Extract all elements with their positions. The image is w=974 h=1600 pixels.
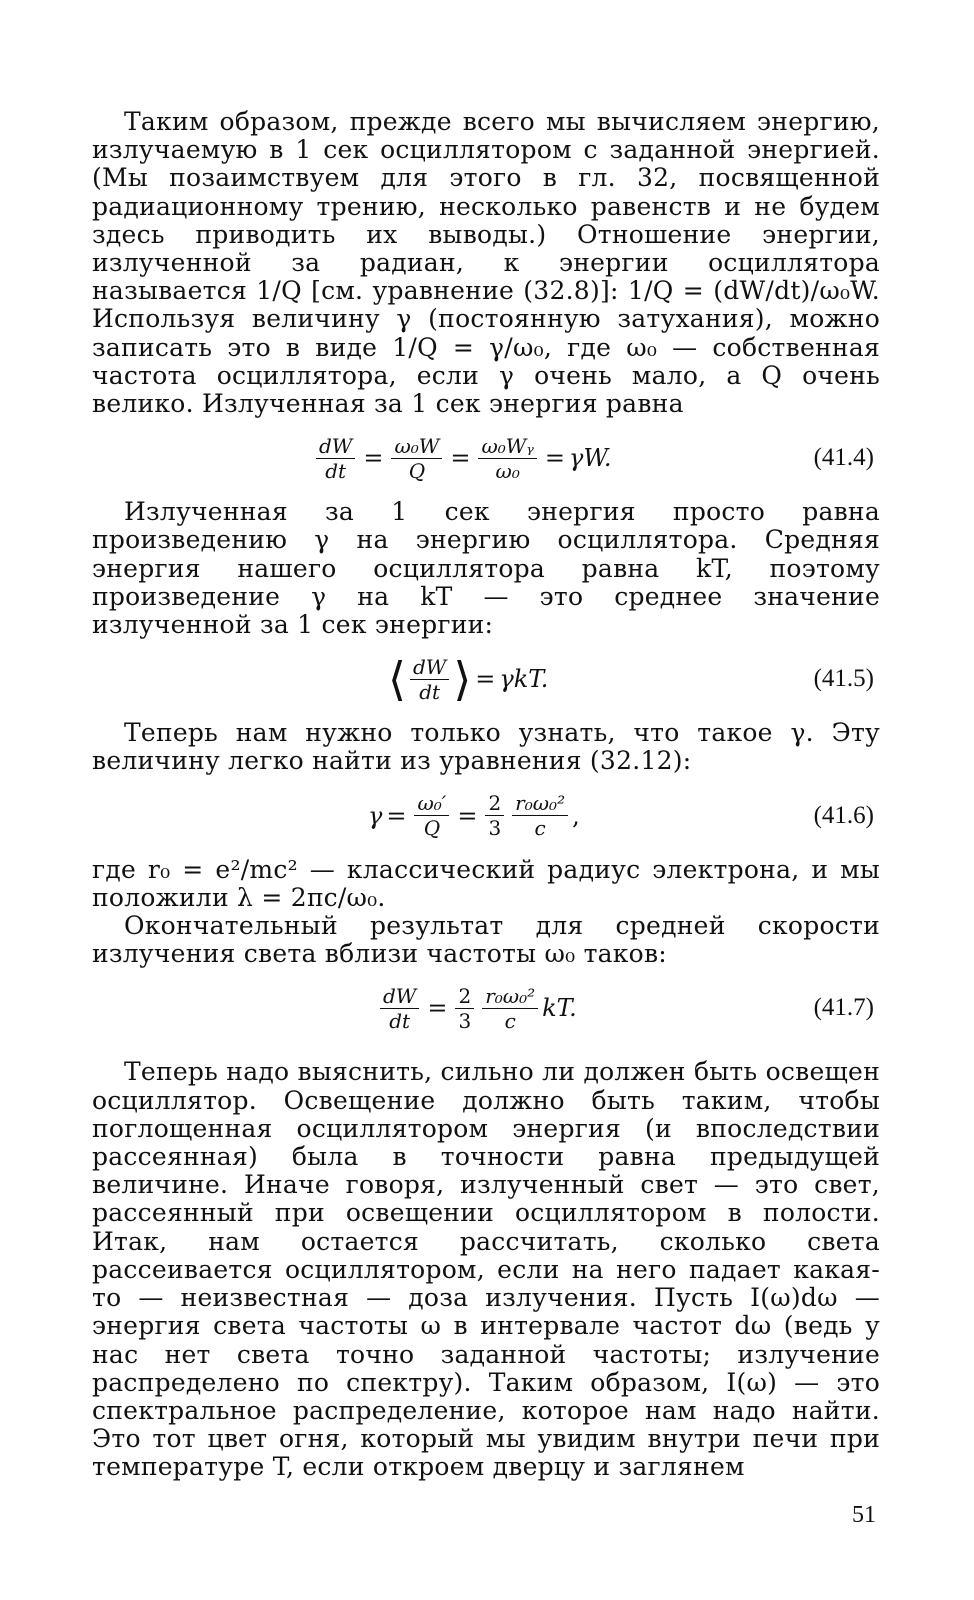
fraction-omega-q: $\frac{\text{ω₀′}}{Q}$ [414, 792, 449, 839]
fraction-omega-w-q: $\frac{\text{ω₀W}}{Q}$ [391, 435, 442, 482]
equation-41-4 [92, 418, 880, 498]
fraction-omega-wgamma-omega: $\frac{\text{ω₀Wᵧ}}{\text{ω₀}}$ [478, 435, 536, 482]
equation-number: (41.5) [813, 665, 874, 693]
equation-rhs: γkT. [499, 665, 549, 694]
paragraph-4: где r₀ = e²/mc² — классический радиус электрона, и мы положили λ = 2πc/ω₀. [92, 854, 880, 912]
equation-41-6-expression: γ = $\frac{\text{ω₀′}}{Q}$ = $\frac{2}{3}$ $\frac{\text{r₀ω₀²}}{c}$ , [368, 791, 580, 841]
paragraph-6: Теперь надо выяснить, сильно ли должен быть освещен осциллятор. Освещение должно быть таким, чтобы поглощенная осциллятором энергия (и впоследствии рассеянная) была в точности равна предыдущей величине. Иначе говоря, излученный свет — это свет, рассеянный при освещении осциллятором в полости. Итак, нам остается рассчитать, сколько света рассеивается осциллятором, если на него падает какая-то — неизвестная — доза излучения. Пусть I(ω)dω — энергия света частоты ω в интервале частот dω (ведь у нас нет света точно заданной частоты; излучение распределено по спектру). Таким образом, I(ω) — это спектральное распределение, которое нам надо найти. Это тот цвет огня, который мы увидим внутри печи при температуре T, если откроем дверцу и заглянем [92, 1057, 880, 1482]
fraction-dw-dt: $\frac{dW}{dt}$ [316, 435, 355, 482]
equation-tail: , [572, 801, 580, 830]
equation-tail: kT. [542, 994, 577, 1023]
paragraph-2: Излученная за 1 сек энергия просто равна произведению γ на энергию осциллятора. Средняя энергия нашего осциллятора равна kT, поэтому произведение γ на kT — это среднее значение излученной за 1 сек энергии: [92, 497, 880, 640]
equation-number: (41.7) [813, 994, 874, 1022]
fraction-two-thirds: $\frac{2}{3}$ [485, 792, 504, 839]
equation-41-5 [92, 639, 880, 719]
fraction-r0-omega-c: $\frac{\text{r₀ω₀²}}{c}$ [512, 792, 568, 839]
equation-41-7 [92, 968, 880, 1048]
page-number: 51 [852, 1502, 876, 1528]
equation-41-5-expression: ⟨ $\frac{dW}{dt}$ ⟩ = γkT. [388, 652, 549, 707]
equation-number: (41.4) [813, 444, 874, 472]
fraction-dw-dt: $\frac{dW}{dt}$ [410, 656, 449, 703]
fraction-two-thirds: $\frac{2}{3}$ [455, 985, 474, 1032]
equation-41-6 [92, 776, 880, 856]
equation-41-7-expression: $\frac{dW}{dt}$ = $\frac{2}{3}$ $\frac{\text{r₀ω₀²}}{c}$ kT. [376, 968, 577, 1048]
equation-lhs: γ [368, 801, 383, 830]
fraction-dw-dt: $\frac{dW}{dt}$ [380, 985, 419, 1032]
paragraph-1: Таким образом, прежде всего мы вычисляем энергию, излучаемую в 1 сек осциллятором с заданной энергией. (Мы позаимствуем для этого в гл. 32, посвященной радиационному трению, несколько равенств и не будем здесь приводить их выводы.) Отношение энергии, излученной за радиан, к энергии осциллятора называется 1/Q [см. уравнение (32.8)]: 1/Q = (dW/dt)/ω₀W. Используя величину γ (постоянную затухания), можно записать это в виде 1/Q = γ/ω₀, где ω₀ — собственная частота осциллятора, если γ очень мало, а Q очень велико. Излученная за 1 сек энергия равна [92, 107, 880, 419]
paragraph-3: Теперь нам нужно только узнать, что такое γ. Эту величину легко найти из уравнения (32.12): [92, 718, 880, 776]
equation-rhs: γW. [569, 444, 612, 473]
equation-41-4-expression: $\frac{dW}{dt}$ = $\frac{\text{ω₀W}}{Q}$ = $\frac{\text{ω₀Wᵧ}}{\text{ω₀}}$ = γW. [312, 418, 611, 498]
fraction-r0-omega-c: $\frac{\text{r₀ω₀²}}{c}$ [482, 985, 538, 1032]
page-content [92, 108, 880, 1482]
equation-number: (41.6) [813, 801, 874, 829]
paragraph-5: Окончательный результат для средней скорости излучения света вблизи частоты ω₀ таков: [92, 911, 880, 969]
